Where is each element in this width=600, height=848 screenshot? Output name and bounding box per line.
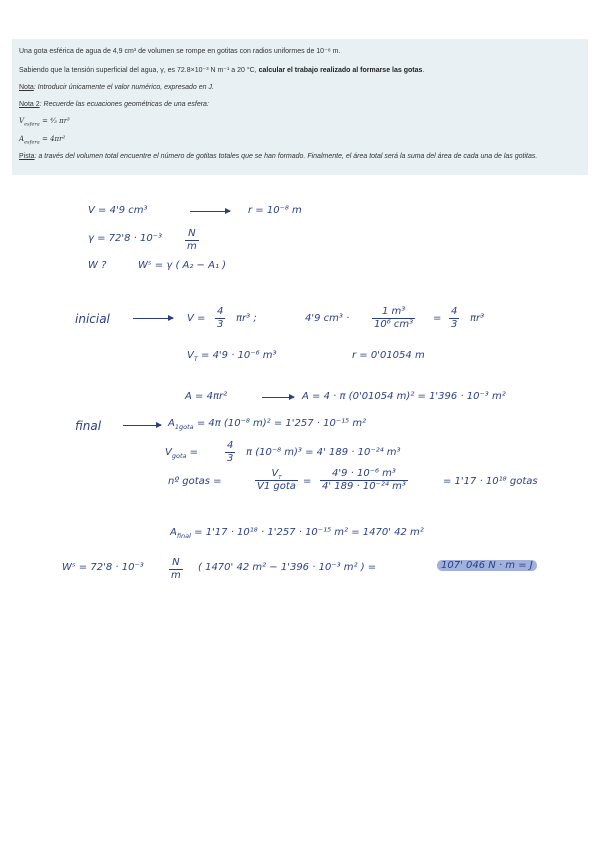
gamma-unit-fraction bbox=[185, 228, 199, 253]
problem-line-2-end: . bbox=[422, 67, 425, 74]
work-unit-fraction bbox=[169, 557, 183, 582]
drop-count-lhs: nº gotas = bbox=[168, 476, 222, 487]
conversion-num: 1 m³ bbox=[372, 306, 415, 319]
work-result-value: 107' 046 N · m = J bbox=[437, 560, 537, 571]
vgota-equals: = bbox=[189, 447, 199, 458]
vt-symbol: V bbox=[187, 350, 194, 361]
gamma-unit-num: N bbox=[185, 228, 199, 241]
volume-one-drop bbox=[165, 447, 198, 458]
four-thirds-fraction bbox=[215, 306, 225, 331]
work-result-highlight bbox=[437, 560, 537, 571]
formula-area-sub: esfera bbox=[24, 139, 40, 146]
area-value: A = 4 · π (0'01054 m)² = 1'396 · 10⁻³ m² bbox=[302, 391, 506, 402]
vt-sub: T bbox=[193, 355, 198, 363]
gamma-unit-den: m bbox=[187, 241, 197, 252]
nota2-label: Nota 2 bbox=[19, 101, 40, 108]
given-radius: r = 10⁻⁸ m bbox=[248, 205, 302, 216]
vt-value: = 4'9 · 10⁻⁶ m³ bbox=[197, 350, 277, 361]
drop-count-f2-den: 4' 189 · 10⁻²⁴ m³ bbox=[322, 481, 406, 492]
four-thirds-den: 3 bbox=[217, 319, 224, 330]
radius-value: r = 0'01054 m bbox=[352, 350, 425, 361]
work-formula: Wˢ = γ ( A₂ − A₁ ) bbox=[138, 260, 227, 271]
drop-count-f1-num-v: V bbox=[271, 468, 279, 479]
final-area bbox=[170, 527, 424, 538]
four-thirds-num: 4 bbox=[217, 306, 224, 317]
formula-area-rhs: = 4πr² bbox=[39, 135, 66, 143]
formula-volume-lhs: V bbox=[19, 117, 25, 125]
conversion-lhs: 4'9 cm³ · bbox=[305, 313, 350, 324]
four-thirds-fraction-3 bbox=[225, 440, 235, 465]
four-thirds-num-2: 4 bbox=[451, 306, 458, 317]
arrow-right-icon bbox=[133, 318, 173, 319]
drop-count-f1-num-sub: T bbox=[278, 475, 282, 481]
drop-count-fraction-2 bbox=[320, 468, 408, 493]
given-volume: V = 4'9 cm³ bbox=[88, 205, 148, 216]
total-volume bbox=[187, 350, 277, 361]
nota2-text: : Recuerde las ecuaciones geométricas de una esfera: bbox=[39, 101, 209, 108]
formula-volume-sub: esfera bbox=[24, 121, 40, 128]
four-thirds-fraction-2 bbox=[449, 306, 459, 331]
inicial-label: inicial bbox=[75, 312, 110, 326]
problem-line-2-bold: calcular el trabajo realizado al formarse las gotas bbox=[258, 67, 423, 74]
arrow-right-icon bbox=[123, 425, 161, 426]
conversion-rhs: πr³ bbox=[470, 313, 485, 324]
arrow-right-icon bbox=[190, 211, 230, 212]
vgota-symbol: V bbox=[165, 447, 172, 458]
pi-r-cubed: πr³ ; bbox=[236, 313, 257, 324]
conversion-equals: = bbox=[433, 313, 442, 324]
inicial-equation: V = bbox=[187, 313, 206, 324]
work-question: W ? bbox=[88, 260, 107, 271]
afinal-rhs: = 1'17 · 10¹⁸ · 1'257 · 10⁻¹⁵ m² = 1470' 42 m² bbox=[190, 527, 424, 538]
drop-count-f1-den: V1 gota bbox=[257, 481, 296, 492]
problem-line-2-text: Sabiendo que la tensión superficial del agua, γ, es 72.8×10⁻³ N m⁻¹ a 20 °C, bbox=[19, 67, 259, 74]
conversion-den: 10⁶ cm³ bbox=[374, 319, 414, 330]
area-one-drop bbox=[168, 418, 366, 429]
a1gota-rhs: = 4π (10⁻⁸ m)² = 1'257 · 10⁻¹⁵ m² bbox=[196, 418, 367, 429]
a1gota-sub: 1gota bbox=[174, 423, 194, 431]
given-gamma: γ = 72'8 · 10⁻³ bbox=[88, 233, 163, 244]
work-result-lhs: Wˢ = 72'8 · 10⁻³ bbox=[62, 562, 144, 573]
four-thirds-num-3: 4 bbox=[227, 440, 234, 451]
volume-one-drop-rhs: π (10⁻⁸ m)³ = 4' 189 · 10⁻²⁴ m³ bbox=[246, 447, 401, 458]
area-equation: A = 4πr² bbox=[185, 391, 228, 402]
problem-line-2 bbox=[19, 66, 424, 74]
work-unit-num: N bbox=[169, 557, 183, 570]
nota-text: : Introducir únicamente el valor numérico, expresado en J. bbox=[33, 84, 214, 91]
problem-line-1: Una gota esférica de agua de 4,9 cm³ de volumen se rompe en gotitas con radios uniformes de 10⁻⁸ m. bbox=[19, 48, 341, 55]
arrow-right-icon bbox=[262, 397, 294, 398]
final-label: final bbox=[75, 419, 102, 433]
nota-label: Nota bbox=[19, 84, 34, 91]
formula-area bbox=[19, 135, 66, 146]
drop-count-f2-num: 4'9 · 10⁻⁶ m³ bbox=[320, 468, 408, 481]
drop-count-f1-num bbox=[255, 468, 298, 481]
drop-count-fraction-1 bbox=[255, 468, 298, 493]
nota2-line bbox=[19, 101, 209, 108]
drop-count-equals: = bbox=[303, 476, 312, 487]
afinal-symbol: A bbox=[170, 527, 177, 538]
pista-line bbox=[19, 153, 537, 160]
pista-label: Pista bbox=[19, 153, 35, 160]
drop-count-result: = 1'17 · 10¹⁸ gotas bbox=[443, 476, 538, 487]
four-thirds-den-3: 3 bbox=[227, 453, 234, 464]
a1gota-symbol: A bbox=[168, 418, 175, 429]
conversion-fraction bbox=[372, 306, 415, 331]
work-result-mid: ( 1470' 42 m² − 1'396 · 10⁻³ m² ) = bbox=[198, 562, 377, 573]
four-thirds-den-2: 3 bbox=[451, 319, 458, 330]
pista-text: : a través del volumen total encuentre el número de gotitas totales que se han formado. Finalmente, el área total será la suma del área de cada una de las gotitas. bbox=[34, 153, 538, 160]
formula-volume-rhs: = ⁴⁄₃ πr³ bbox=[39, 117, 70, 125]
formula-area-lhs: A bbox=[19, 135, 25, 143]
afinal-sub: final bbox=[176, 532, 191, 540]
nota-line bbox=[19, 84, 214, 91]
vgota-sub: gota bbox=[171, 452, 187, 460]
work-unit-den: m bbox=[171, 570, 181, 581]
formula-volume bbox=[19, 117, 70, 128]
